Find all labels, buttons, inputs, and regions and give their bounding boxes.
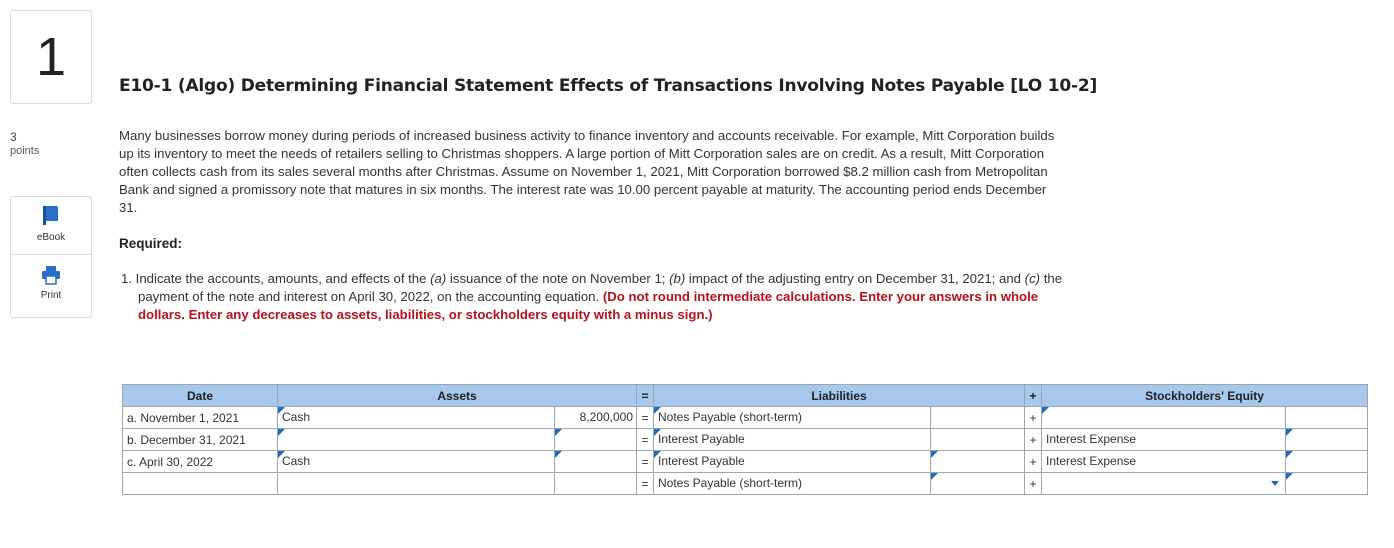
liability-account-value: Interest Payable — [658, 432, 745, 446]
equity-account-select[interactable] — [1042, 473, 1286, 495]
dropdown-marker-icon — [278, 407, 285, 414]
instruction-b: (b) — [669, 271, 686, 286]
chevron-down-icon — [1271, 481, 1279, 486]
header-assets: Assets — [278, 385, 637, 407]
dropdown-marker-icon — [278, 451, 285, 458]
equity-amount-value — [1286, 407, 1367, 428]
liability-account-select[interactable] — [654, 429, 931, 451]
dropdown-marker-icon — [654, 429, 661, 436]
table-row — [123, 473, 1368, 495]
instruction-text-3: impact of the adjusting entry on December 31, 2021; and — [685, 271, 1025, 286]
ebook-label: eBook — [36, 232, 66, 243]
asset-account-select[interactable] — [278, 473, 555, 495]
plus-sign: + — [1025, 429, 1042, 451]
row-date — [123, 473, 278, 495]
header-liabilities: Liabilities — [654, 385, 1025, 407]
points-label: points — [10, 145, 40, 157]
dropdown-marker-icon — [931, 451, 938, 458]
plus-sign: + — [1025, 473, 1042, 495]
problem-paragraph: Many businesses borrow money during periods of increased business activity to finance inventory and accounts receivable. For example, Mitt Corporation builds up its inventory to meet the needs of retailers selling to Christmas shoppers. A large portion of Mitt Corporation sales are on credit. As a result, Mitt Corporation often collects cash from its sales several months after Christmas. Assume on November 1, 2021, Mitt Corporation borrowed $8.2 million cash from Metropolitan Bank and signed a promissory note that matures in six months. The interest rate was 10.00 percent payable at maturity. The accounting period ends December 31. — [119, 128, 1055, 215]
equals-sign: = — [637, 429, 654, 451]
asset-account-select[interactable] — [278, 407, 555, 429]
dropdown-marker-icon — [278, 429, 285, 436]
required-heading: Required: — [119, 236, 183, 251]
plus-sign: + — [1025, 451, 1042, 473]
print-button[interactable] — [11, 265, 91, 301]
equity-account-value: Interest Expense — [1046, 454, 1137, 468]
equals-sign: = — [637, 451, 654, 473]
dropdown-marker-icon — [931, 473, 938, 480]
asset-account-value: Cash — [282, 410, 311, 424]
instruction-c: (c) — [1024, 271, 1041, 286]
asset-amount-value: 8,200,000 — [579, 410, 633, 424]
question-number-box — [10, 10, 92, 104]
row-date: c. April 30, 2022 — [123, 451, 278, 473]
equals-sign: = — [637, 473, 654, 495]
dropdown-marker-icon — [555, 429, 562, 436]
asset-account-select[interactable] — [278, 429, 555, 451]
instruction-text-1: Indicate the accounts, amounts, and effects of the — [135, 271, 431, 286]
liability-amount-input[interactable] — [931, 473, 1025, 495]
equity-account-select[interactable] — [1042, 451, 1286, 473]
asset-account-select[interactable] — [278, 451, 555, 473]
equity-amount-input[interactable] — [1286, 451, 1368, 473]
table-row — [123, 451, 1368, 473]
equals-sign: = — [637, 407, 654, 429]
problem-title: E10-1 (Algo) Determining Financial Statement Effects of Transactions Involving Notes Payable [LO 10-2] — [119, 76, 1098, 96]
header-equity: Stockholders' Equity — [1042, 385, 1368, 407]
points-info — [10, 131, 39, 158]
liability-amount-value — [931, 407, 1024, 428]
table-row — [123, 429, 1368, 451]
points-value: 3 — [10, 130, 17, 144]
dropdown-marker-icon — [1286, 473, 1293, 480]
row-date: b. December 31, 2021 — [123, 429, 278, 451]
tools-panel — [10, 196, 92, 318]
liability-amount-value — [931, 429, 1024, 450]
dropdown-marker-icon — [1042, 407, 1049, 414]
tools-divider — [11, 254, 91, 255]
asset-amount-input[interactable] — [555, 473, 637, 495]
equity-account-select[interactable] — [1042, 429, 1286, 451]
dropdown-marker-icon — [1286, 451, 1293, 458]
accounting-equation-table — [122, 384, 1368, 495]
equity-amount-input[interactable] — [1286, 473, 1368, 495]
instruction-text-4: the payment of the note and interest on April 30, 2022, on the accounting equation. — [138, 271, 1063, 304]
liability-amount-input[interactable] — [931, 451, 1025, 473]
instruction-number: 1. — [121, 271, 132, 286]
table-header-row — [123, 385, 1368, 407]
equity-account-select[interactable] — [1042, 407, 1286, 429]
asset-amount-input[interactable] — [555, 429, 637, 451]
equity-amount-input[interactable] — [1286, 429, 1368, 451]
ebook-button[interactable] — [11, 205, 91, 243]
dropdown-marker-icon — [654, 407, 661, 414]
liability-account-value: Notes Payable (short-term) — [658, 410, 803, 424]
liability-account-value: Interest Payable — [658, 454, 745, 468]
liability-account-select[interactable] — [654, 451, 931, 473]
instruction-text-2: issuance of the note on November 1; — [446, 271, 670, 286]
header-date: Date — [123, 385, 278, 407]
instruction-a: (a) — [430, 271, 447, 286]
dropdown-marker-icon — [555, 451, 562, 458]
row-date: a. November 1, 2021 — [123, 407, 278, 429]
asset-amount-input[interactable] — [555, 407, 637, 429]
equity-amount-input[interactable] — [1286, 407, 1368, 429]
liability-amount-input[interactable] — [931, 407, 1025, 429]
dropdown-marker-icon — [654, 451, 661, 458]
header-equals: = — [637, 385, 654, 407]
question-number: 1 — [35, 27, 67, 87]
header-plus: + — [1025, 385, 1042, 407]
liability-account-select[interactable] — [654, 407, 931, 429]
liability-account-value: Notes Payable (short-term) — [658, 476, 803, 490]
asset-amount-value — [555, 473, 636, 494]
equity-account-value: Interest Expense — [1046, 432, 1137, 446]
table-row — [123, 407, 1368, 429]
asset-amount-input[interactable] — [555, 451, 637, 473]
instruction-note: (Do not round intermediate calculations. Enter your answers in whole dollars. Enter any decreases to assets, liabilities, or stockholders equity with a minus sign.) — [138, 289, 1039, 322]
plus-sign: + — [1025, 407, 1042, 429]
print-label: Print — [40, 290, 62, 301]
book-icon — [41, 205, 61, 227]
dropdown-marker-icon — [1286, 429, 1293, 436]
liability-amount-input[interactable] — [931, 429, 1025, 451]
liability-account-select[interactable] — [654, 473, 931, 495]
instruction — [121, 270, 1078, 324]
asset-account-value: Cash — [282, 454, 311, 468]
printer-icon — [41, 265, 61, 285]
